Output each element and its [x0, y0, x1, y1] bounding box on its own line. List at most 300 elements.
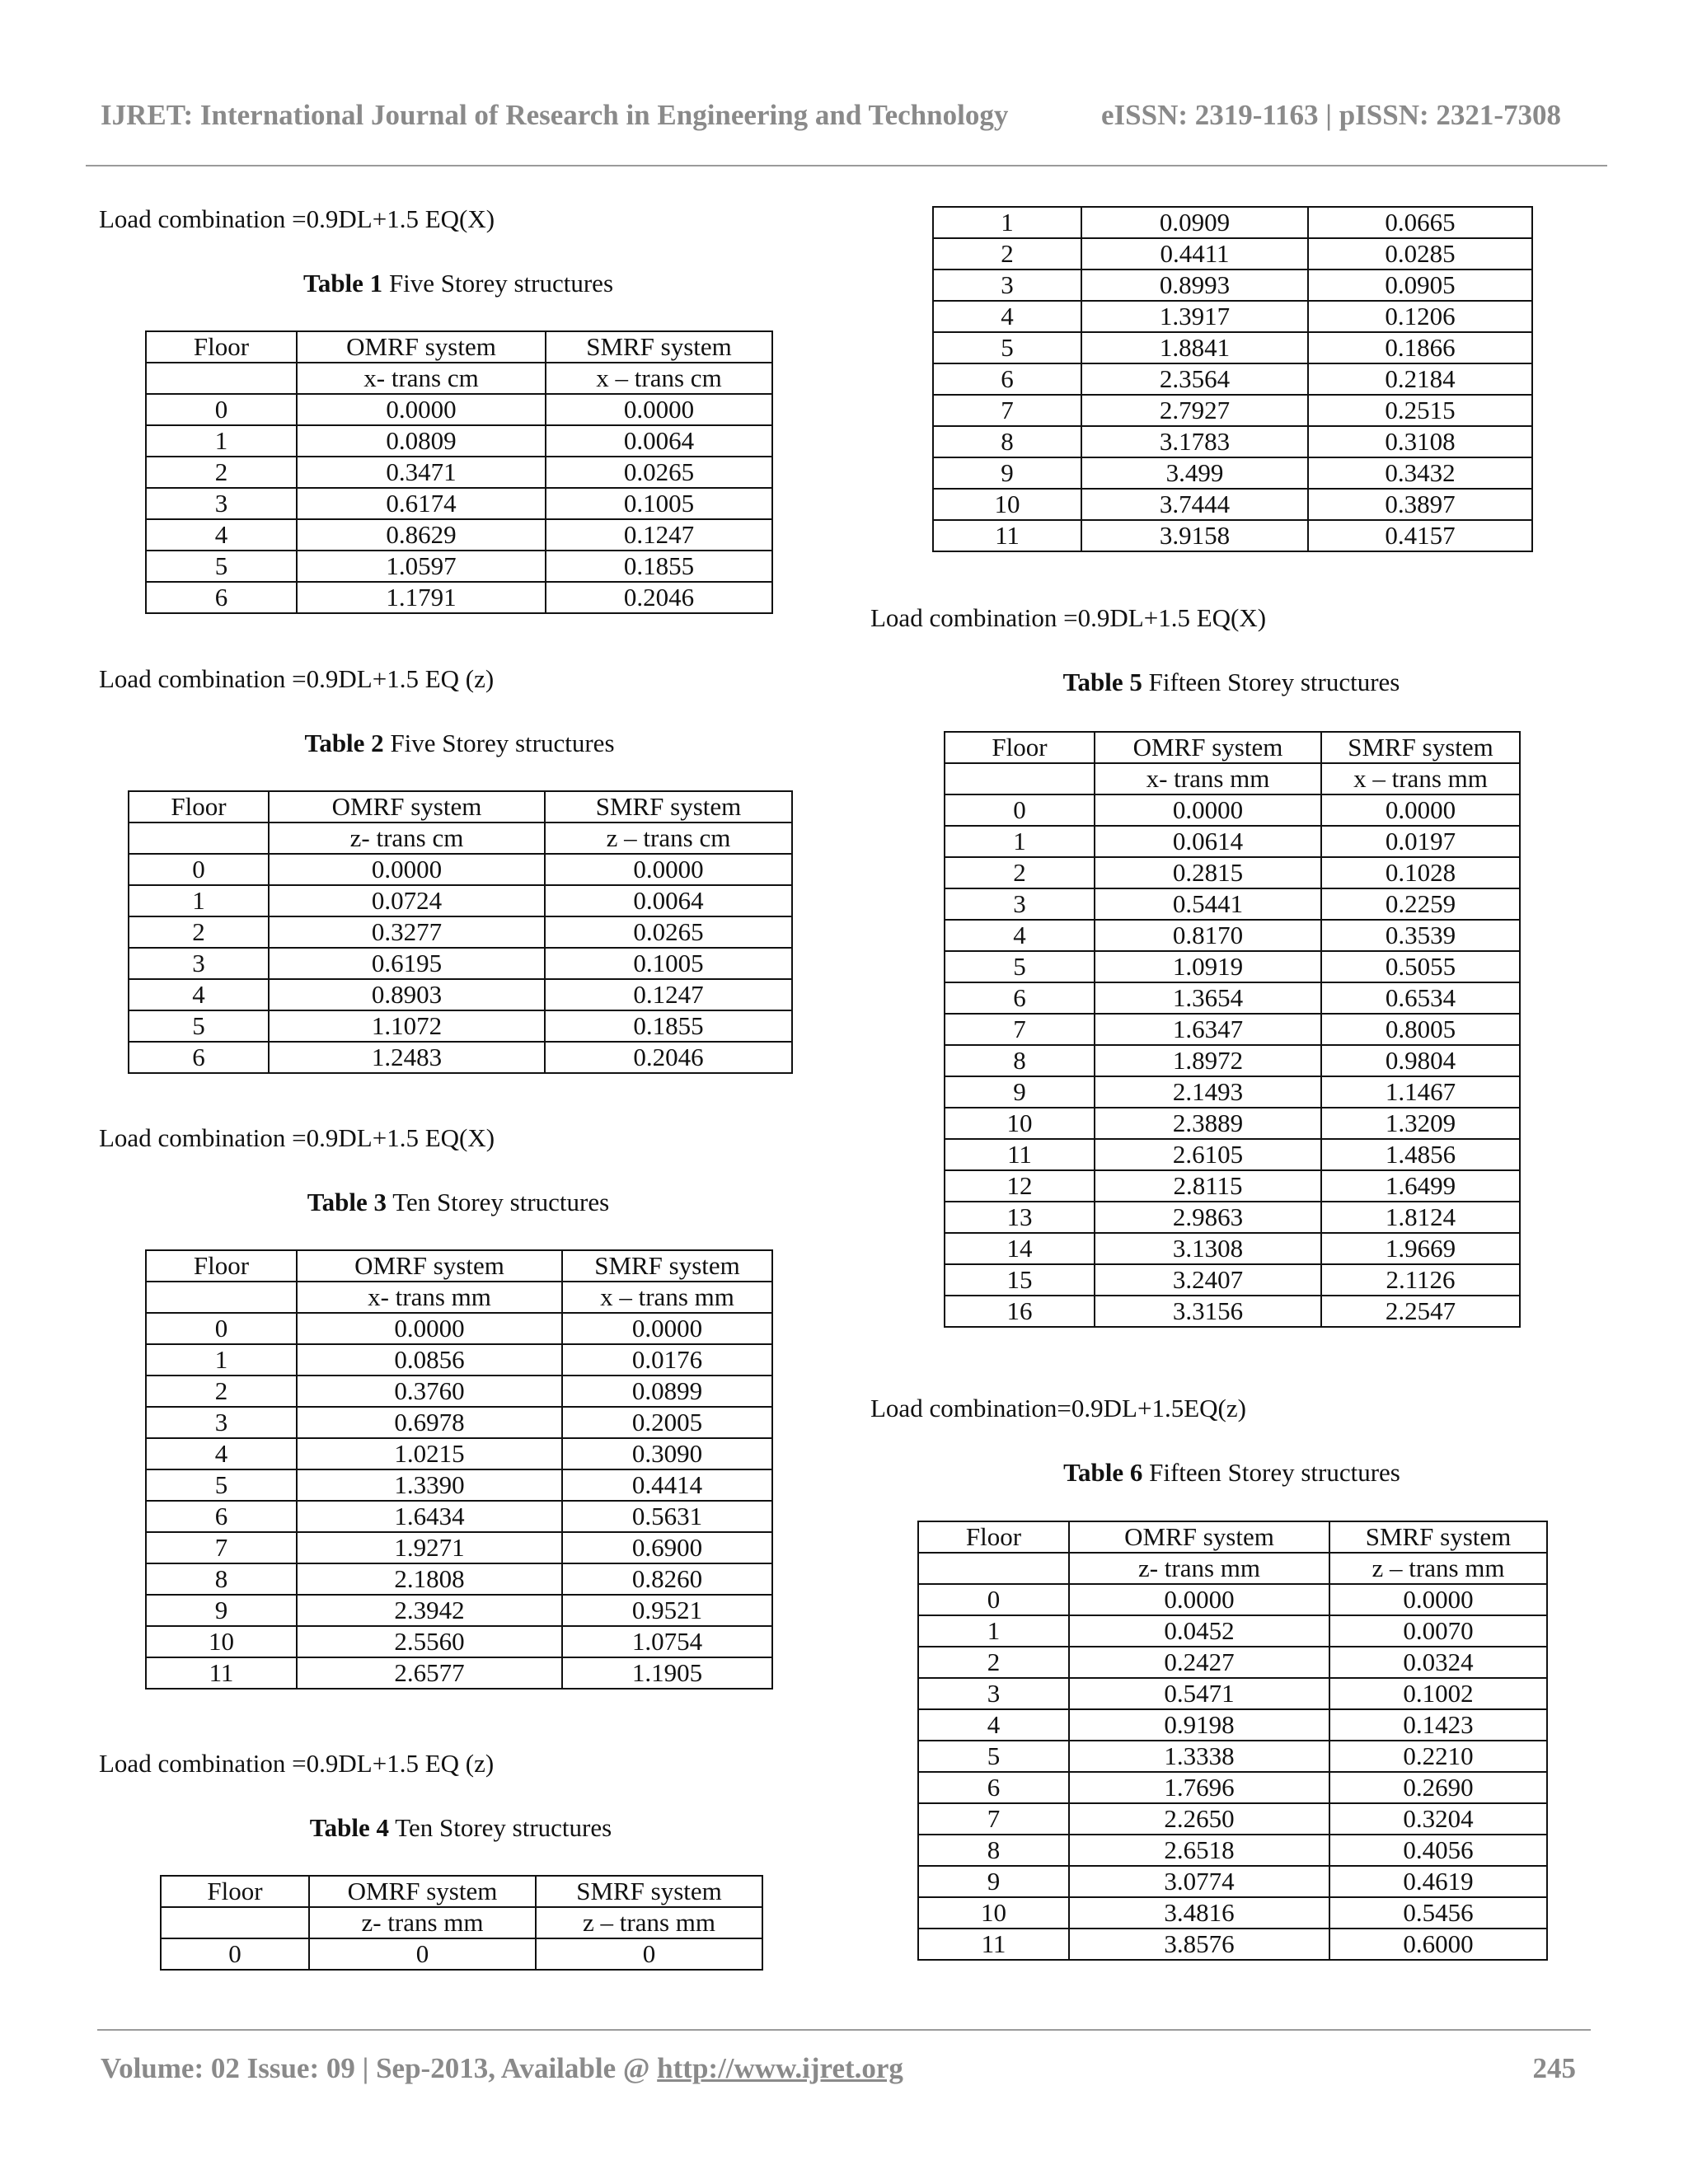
table-row: [918, 1772, 1547, 1803]
table-cell: 0.6000: [1329, 1929, 1547, 1960]
table-cell: 3: [146, 1407, 297, 1438]
table-row: [918, 1584, 1547, 1615]
table-cell: 2.1808: [297, 1563, 562, 1595]
table-6-title: Fifteen Storey structures: [1142, 1458, 1400, 1487]
table-cell: 0.1206: [1308, 301, 1532, 332]
table-cell: 0.0000: [1095, 794, 1321, 826]
table-row: [129, 948, 792, 979]
table-cell: 0.2690: [1329, 1772, 1547, 1803]
table-cell: 3.7444: [1081, 489, 1308, 520]
table-cell: 1.8124: [1321, 1202, 1520, 1233]
table-cell: x – trans mm: [1321, 763, 1520, 794]
table-cell: 0.5456: [1329, 1897, 1547, 1929]
table-cell: 3: [129, 948, 269, 979]
table-cell: 6: [945, 982, 1095, 1014]
table-cell: 0.3471: [297, 457, 546, 488]
table-units-row: [918, 1553, 1547, 1584]
table-cell: 8: [918, 1835, 1069, 1866]
table-cell: 0.4411: [1081, 238, 1308, 269]
table-cell: 2.8115: [1095, 1170, 1321, 1202]
table-cell: 10: [933, 489, 1081, 520]
table-cell: 0.5055: [1321, 951, 1520, 982]
table-cell: SMRF system: [545, 791, 792, 823]
table-cell: 0.3897: [1308, 489, 1532, 520]
table-3-label: Table 3: [307, 1188, 387, 1216]
table-row: [918, 1615, 1547, 1647]
table-row: [146, 1501, 772, 1532]
table-cell: 6: [129, 1042, 269, 1073]
table-cell: 3.499: [1081, 457, 1308, 489]
table-cell: 5: [918, 1741, 1069, 1772]
table-cell: 0.0000: [1329, 1584, 1547, 1615]
table-row: [933, 238, 1532, 269]
table-cell: 2.3889: [1095, 1108, 1321, 1139]
table-row: [945, 1296, 1520, 1327]
table-row: [945, 951, 1520, 982]
table-cell: 0.3108: [1308, 426, 1532, 457]
table-row: [945, 1076, 1520, 1108]
table-row: [933, 489, 1532, 520]
table-cell: 2: [146, 457, 297, 488]
table-cell: 0.2046: [546, 582, 772, 613]
table-6-caption: [917, 1456, 1546, 1489]
table-cell: Floor: [161, 1876, 309, 1907]
footer-volume: Volume: 02 Issue: 09 | Sep-2013, Available @: [101, 2052, 658, 2084]
table-cell: 10: [146, 1626, 297, 1657]
table-cell: 1: [945, 826, 1095, 857]
table-cell: 0: [309, 1938, 536, 1970]
table-cell: 3.4816: [1069, 1897, 1329, 1929]
table-cell: 0.1247: [545, 979, 792, 1010]
table-cell: 2: [918, 1647, 1069, 1678]
table-row: [933, 207, 1532, 238]
table-cell: 16: [945, 1296, 1095, 1327]
table-cell: 4: [945, 920, 1095, 951]
table-cell: 2.2547: [1321, 1296, 1520, 1327]
table-cell: Floor: [129, 791, 269, 823]
table-cell: 0: [146, 1313, 297, 1344]
table-cell: 0.9198: [1069, 1709, 1329, 1741]
table-cell: 0.6978: [297, 1407, 562, 1438]
table-cell: 1.4856: [1321, 1139, 1520, 1170]
table-5-caption: [944, 666, 1519, 699]
table-cell: 0.0899: [562, 1376, 772, 1407]
table-cell: 0.3090: [562, 1438, 772, 1469]
table-cell: 13: [945, 1202, 1095, 1233]
table-cell: 0.2815: [1095, 857, 1321, 888]
table-cell: x – trans cm: [546, 363, 772, 394]
table-cell: 5: [146, 1469, 297, 1501]
table-row: [933, 457, 1532, 489]
table-cell: 10: [918, 1897, 1069, 1929]
table-cell: 9: [933, 457, 1081, 489]
table-cell: 1.0215: [297, 1438, 562, 1469]
table-cell: 1.0754: [562, 1626, 772, 1657]
table-row: [146, 457, 772, 488]
table-cell: 0.8993: [1081, 269, 1308, 301]
table-cell: 12: [945, 1170, 1095, 1202]
table-row: [945, 888, 1520, 920]
table-cell: 1.0597: [297, 551, 546, 582]
table-cell: 4: [933, 301, 1081, 332]
table-cell: 15: [945, 1264, 1095, 1296]
load-combination-2: Load combination =0.9DL+1.5 EQ (z): [99, 664, 495, 693]
table-cell: 11: [945, 1139, 1095, 1170]
table-cell: 1: [918, 1615, 1069, 1647]
table-4-label: Table 4: [309, 1813, 389, 1842]
table-cell: 0.0000: [1321, 794, 1520, 826]
table-row: [945, 1108, 1520, 1139]
table-cell: OMRF system: [1095, 732, 1321, 763]
table-cell: 3: [945, 888, 1095, 920]
table-cell: 0.2184: [1308, 363, 1532, 395]
table-cell: z – trans mm: [536, 1907, 762, 1938]
table-row: [933, 395, 1532, 426]
table-cell: 0.2005: [562, 1407, 772, 1438]
table-cell: 1.3654: [1095, 982, 1321, 1014]
table-cell: 0.1247: [546, 519, 772, 551]
table-row: [129, 916, 792, 948]
table-cell: 11: [918, 1929, 1069, 1960]
table-cell: 10: [945, 1108, 1095, 1139]
table-row: [146, 1313, 772, 1344]
table-row: [918, 1741, 1547, 1772]
table-row: [161, 1938, 762, 1970]
journal-title: IJRET: International Journal of Research in Engineering and Technology: [101, 99, 1009, 131]
table-row: [945, 1139, 1520, 1170]
table-cell: 0.3432: [1308, 457, 1532, 489]
table-row: [918, 1678, 1547, 1709]
table-row: [933, 269, 1532, 301]
table-row: [146, 1469, 772, 1501]
table-cell: 0.8170: [1095, 920, 1321, 951]
table-cell: z – trans cm: [545, 823, 792, 854]
table-cell: 2.6518: [1069, 1835, 1329, 1866]
table-cell: 1.1791: [297, 582, 546, 613]
table-cell: SMRF system: [536, 1876, 762, 1907]
table-cell: 11: [146, 1657, 297, 1689]
table-cell: 7: [933, 395, 1081, 426]
table-cell: 1.3338: [1069, 1741, 1329, 1772]
table-cell: OMRF system: [1069, 1521, 1329, 1553]
table-cell: 0: [536, 1938, 762, 1970]
table-cell: SMRF system: [1321, 732, 1520, 763]
table-cell: 0.0265: [545, 916, 792, 948]
table-cell: 0.6900: [562, 1532, 772, 1563]
table-cell: 0.0070: [1329, 1615, 1547, 1647]
table-row: [945, 826, 1520, 857]
table-row: [146, 1376, 772, 1407]
table-cell: 3.1783: [1081, 426, 1308, 457]
table-cell: 5: [146, 551, 297, 582]
table-cell: 3.2407: [1095, 1264, 1321, 1296]
table-cell: 7: [945, 1014, 1095, 1045]
table-cell: 0.2427: [1069, 1647, 1329, 1678]
table-cell: 7: [918, 1803, 1069, 1835]
table-row: [146, 582, 772, 613]
table-row: [945, 982, 1520, 1014]
table-cell: 3: [933, 269, 1081, 301]
table-cell: 0.0000: [269, 854, 545, 885]
table-row: [918, 1709, 1547, 1741]
table-3-caption: [145, 1186, 771, 1219]
table-2-caption: [128, 727, 791, 760]
table-cell: 0.8903: [269, 979, 545, 1010]
table-cell: 5: [129, 1010, 269, 1042]
table-cell: 0.6534: [1321, 982, 1520, 1014]
table-cell: z- trans cm: [269, 823, 545, 854]
table-cell: 0.5441: [1095, 888, 1321, 920]
table-cell: 2.3564: [1081, 363, 1308, 395]
table-row: [129, 1042, 792, 1073]
table-row: [945, 794, 1520, 826]
table-cell: 0.0000: [546, 394, 772, 425]
table-cell: 0.1028: [1321, 857, 1520, 888]
table-cell: [129, 823, 269, 854]
table-cell: 0.0000: [562, 1313, 772, 1344]
table-cell: 0.0614: [1095, 826, 1321, 857]
table-cell: x- trans cm: [297, 363, 546, 394]
table-header-row: [129, 791, 792, 823]
table-header-row: [918, 1521, 1547, 1553]
table-row: [146, 1532, 772, 1563]
table-cell: 2.6105: [1095, 1139, 1321, 1170]
table-4: [160, 1875, 763, 1971]
table-cell: z- trans mm: [309, 1907, 536, 1938]
table-row: [933, 363, 1532, 395]
table-cell: 6: [918, 1772, 1069, 1803]
table-cell: [161, 1907, 309, 1938]
table-5: [944, 731, 1521, 1328]
table-2-label: Table 2: [304, 729, 384, 757]
table-cell: 0.0064: [545, 885, 792, 916]
table-cell: Floor: [945, 732, 1095, 763]
footer-rule: [97, 2029, 1591, 2031]
table-cell: 0.2046: [545, 1042, 792, 1073]
table-row: [146, 1657, 772, 1689]
table-row: [129, 854, 792, 885]
table-2-title: Five Storey structures: [383, 729, 615, 757]
table-cell: 2: [129, 916, 269, 948]
table-cell: OMRF system: [269, 791, 545, 823]
table-cell: 1.8972: [1095, 1045, 1321, 1076]
page-number: 245: [1532, 2052, 1576, 2084]
table-cell: 0.4056: [1329, 1835, 1547, 1866]
table-cell: [146, 363, 297, 394]
table-cell: OMRF system: [297, 331, 546, 363]
table-cell: z – trans mm: [1329, 1553, 1547, 1584]
table-cell: 3: [146, 488, 297, 519]
table-cell: 0.9804: [1321, 1045, 1520, 1076]
table-row: [933, 332, 1532, 363]
table-row: [918, 1647, 1547, 1678]
table-cell: 0.1002: [1329, 1678, 1547, 1709]
table-cell: 0.1855: [545, 1010, 792, 1042]
table-cell: x – trans mm: [562, 1282, 772, 1313]
table-cell: 0: [129, 854, 269, 885]
table-5-label: Table 5: [1062, 668, 1142, 696]
table-cell: z- trans mm: [1069, 1553, 1329, 1584]
table-units-row: [146, 1282, 772, 1313]
table-row: [945, 1014, 1520, 1045]
table-cell: 0.0176: [562, 1344, 772, 1376]
issn-info: eISSN: 2319-1163 | pISSN: 2321-7308: [1101, 99, 1562, 131]
table-cell: Floor: [918, 1521, 1069, 1553]
table-row: [945, 920, 1520, 951]
table-cell: 1.1072: [269, 1010, 545, 1042]
table-cell: 1.6499: [1321, 1170, 1520, 1202]
table-cell: 9: [146, 1595, 297, 1626]
table-cell: 2: [945, 857, 1095, 888]
table-cell: 2: [146, 1376, 297, 1407]
table-row: [146, 551, 772, 582]
table-cell: 0.8005: [1321, 1014, 1520, 1045]
table-cell: OMRF system: [297, 1250, 562, 1282]
table-cell: 6: [146, 582, 297, 613]
table-row: [918, 1897, 1547, 1929]
table-cell: Floor: [146, 1250, 297, 1282]
table-cell: SMRF system: [562, 1250, 772, 1282]
header-rule: [86, 165, 1607, 166]
table-cell: 0.6174: [297, 488, 546, 519]
table-cell: 3.8576: [1069, 1929, 1329, 1960]
table-cell: 0.2210: [1329, 1741, 1547, 1772]
table-cell: 0.0324: [1329, 1647, 1547, 1678]
table-row: [146, 1595, 772, 1626]
table-6-label: Table 6: [1063, 1458, 1143, 1487]
table-cell: 7: [146, 1532, 297, 1563]
table-cell: 0.3760: [297, 1376, 562, 1407]
table-units-row: [161, 1907, 762, 1938]
table-cell: 0.2259: [1321, 888, 1520, 920]
table-row: [129, 979, 792, 1010]
table-cell: 0.1005: [546, 488, 772, 519]
table-row: [146, 425, 772, 457]
table-cell: 0.0724: [269, 885, 545, 916]
table-cell: 1.1905: [562, 1657, 772, 1689]
table-row: [146, 1438, 772, 1469]
table-cell: 1.0919: [1095, 951, 1321, 982]
table-row: [918, 1835, 1547, 1866]
table-cell: 0.5631: [562, 1501, 772, 1532]
table-cell: [945, 763, 1095, 794]
table-cell: 3.3156: [1095, 1296, 1321, 1327]
table-cell: SMRF system: [546, 331, 772, 363]
table-cell: 4: [146, 1438, 297, 1469]
table-cell: 1.6434: [297, 1501, 562, 1532]
table-cell: 0.0452: [1069, 1615, 1329, 1647]
table-cell: 8: [933, 426, 1081, 457]
running-footer: [101, 2052, 1576, 2085]
table-cell: 0.8629: [297, 519, 546, 551]
table-cell: 2.3942: [297, 1595, 562, 1626]
table-cell: 1.6347: [1095, 1014, 1321, 1045]
table-cell: 0.1005: [545, 948, 792, 979]
table-cell: OMRF system: [309, 1876, 536, 1907]
table-row: [146, 519, 772, 551]
table-cell: 0: [146, 394, 297, 425]
table-cell: 0.8260: [562, 1563, 772, 1595]
table-row: [945, 1170, 1520, 1202]
table-cell: 8: [146, 1563, 297, 1595]
table-header-row: [161, 1876, 762, 1907]
table-cell: 0.3204: [1329, 1803, 1547, 1835]
table-cell: 2.5560: [297, 1626, 562, 1657]
table-cell: 0.0000: [1069, 1584, 1329, 1615]
table-row: [933, 301, 1532, 332]
table-row: [945, 1202, 1520, 1233]
table-row: [918, 1866, 1547, 1897]
table-3-title: Ten Storey structures: [387, 1188, 610, 1216]
table-cell: 0.1423: [1329, 1709, 1547, 1741]
table-cell: 6: [146, 1501, 297, 1532]
table-row: [146, 1344, 772, 1376]
table-cell: 0.1866: [1308, 332, 1532, 363]
table-cell: 2.7927: [1081, 395, 1308, 426]
table-cell: 2.1126: [1321, 1264, 1520, 1296]
table-units-row: [146, 363, 772, 394]
table-1-title: Five Storey structures: [382, 269, 614, 298]
table-row: [146, 1407, 772, 1438]
table-row: [933, 520, 1532, 551]
load-combination-6: Load combination=0.9DL+1.5EQ(z): [870, 1394, 1246, 1422]
table-row: [129, 885, 792, 916]
table-cell: 0.0909: [1081, 207, 1308, 238]
running-header: [101, 99, 1589, 132]
table-cell: 1.3917: [1081, 301, 1308, 332]
table-cell: 0.4414: [562, 1469, 772, 1501]
table-cell: [146, 1282, 297, 1313]
table-header-row: [146, 331, 772, 363]
table-cell: x- trans mm: [1095, 763, 1321, 794]
table-cell: 0.1855: [546, 551, 772, 582]
table-header-row: [146, 1250, 772, 1282]
table-cell: 1.2483: [269, 1042, 545, 1073]
table-cell: 0: [161, 1938, 309, 1970]
table-units-row: [129, 823, 792, 854]
table-cell: 6: [933, 363, 1081, 395]
table-cell: 14: [945, 1233, 1095, 1264]
table-row: [146, 1626, 772, 1657]
table-cell: x- trans mm: [297, 1282, 562, 1313]
table-cell: 0.0856: [297, 1344, 562, 1376]
table-4-continued: [932, 206, 1533, 552]
table-row: [933, 426, 1532, 457]
table-cell: 2: [933, 238, 1081, 269]
table-cell: 1.3209: [1321, 1108, 1520, 1139]
table-cell: SMRF system: [1329, 1521, 1547, 1553]
table-2: [128, 790, 793, 1074]
table-cell: 1.8841: [1081, 332, 1308, 363]
table-cell: 5: [933, 332, 1081, 363]
table-cell: 0.0285: [1308, 238, 1532, 269]
table-cell: 0.0905: [1308, 269, 1532, 301]
table-cell: 3.1308: [1095, 1233, 1321, 1264]
table-1-label: Table 1: [302, 269, 383, 298]
journal-link[interactable]: http://www.ijret.org: [657, 2052, 903, 2084]
table-cell: 0.0064: [546, 425, 772, 457]
table-cell: 2.1493: [1095, 1076, 1321, 1108]
table-cell: 0.0809: [297, 425, 546, 457]
table-cell: 9: [918, 1866, 1069, 1897]
table-cell: 0.3277: [269, 916, 545, 948]
table-header-row: [945, 732, 1520, 763]
table-cell: 3.0774: [1069, 1866, 1329, 1897]
table-cell: 2.6577: [297, 1657, 562, 1689]
table-cell: 5: [945, 951, 1095, 982]
table-1-caption: [145, 267, 771, 300]
table-cell: 1.7696: [1069, 1772, 1329, 1803]
